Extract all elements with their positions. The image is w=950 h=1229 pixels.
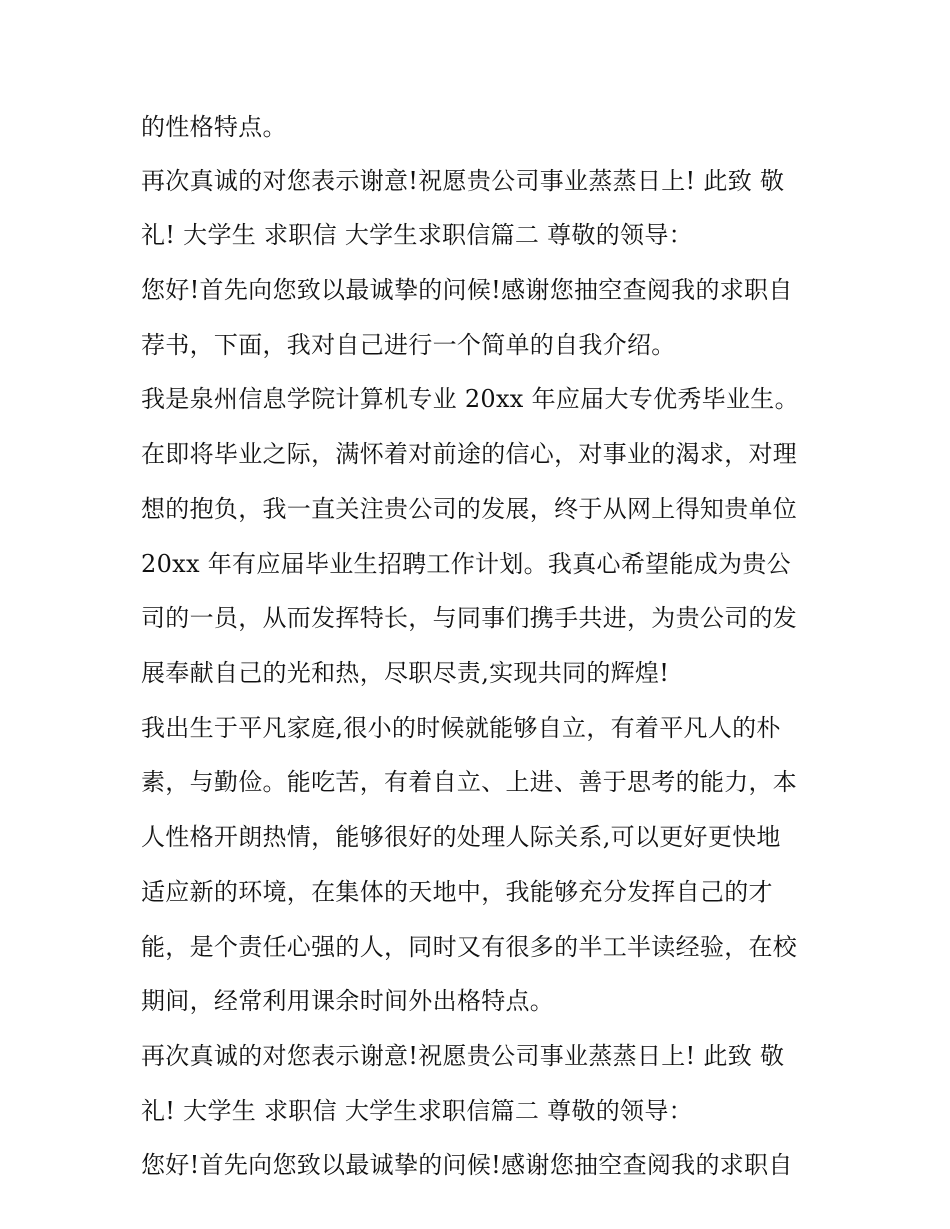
text-line: 20xx 年有应届毕业生招聘工作计划。我真心希望能成为贵公: [141, 550, 791, 578]
text-line: 素，与勤俭。能吃苦，有着自立、上进、善于思考的能力，本: [141, 768, 798, 796]
text-line: 再次真诚的对您表示谢意!祝愿贵公司事业蒸蒸日上! 此致 敬: [141, 167, 785, 195]
text-line: 您好!首先向您致以最诚挚的问候!感谢您抽空查阅我的求职自: [141, 276, 793, 304]
text-line: 展奉献自己的光和热，尽职尽责,实现共同的辉煌!: [141, 659, 670, 687]
text-line: 适应新的环境，在集体的天地中，我能够充分发挥自己的才: [141, 878, 773, 906]
text-line: 荐书，下面，我对自己进行一个简单的自我介绍。: [141, 331, 676, 359]
text-line: 期间，经常利用课余时间外出格特点。: [141, 987, 555, 1015]
text-line: 您好!首先向您致以最诚挚的问候!感谢您抽空查阅我的求职自: [141, 1151, 793, 1179]
text-line: 想的抱负，我一直关注贵公司的发展，终于从网上得知贵单位: [141, 495, 798, 523]
text-line: 我是泉州信息学院计算机专业 20xx 年应届大专优秀毕业生。: [141, 385, 799, 413]
text-line: 在即将毕业之际，满怀着对前途的信心，对事业的渴求，对理: [141, 440, 798, 468]
text-line: 的性格特点。: [141, 113, 287, 141]
text-line: 人性格开朗热情，能够很好的处理人际关系,可以更好更快地: [141, 823, 781, 851]
text-line: 礼! 大学生 求职信 大学生求职信篇二 尊敬的领导：: [141, 1097, 693, 1125]
text-line: 能，是个责任心强的人，同时又有很多的半工半读经验，在校: [141, 933, 798, 961]
text-line: 礼! 大学生 求职信 大学生求职信篇二 尊敬的领导：: [141, 221, 693, 249]
text-line: 再次真诚的对您表示谢意!祝愿贵公司事业蒸蒸日上! 此致 敬: [141, 1042, 785, 1070]
text-line: 我出生于平凡家庭,很小的时候就能够自立，有着平凡人的朴: [141, 714, 781, 742]
text-line: 司的一员，从而发挥特长，与同事们携手共进，为贵公司的发: [141, 604, 798, 632]
